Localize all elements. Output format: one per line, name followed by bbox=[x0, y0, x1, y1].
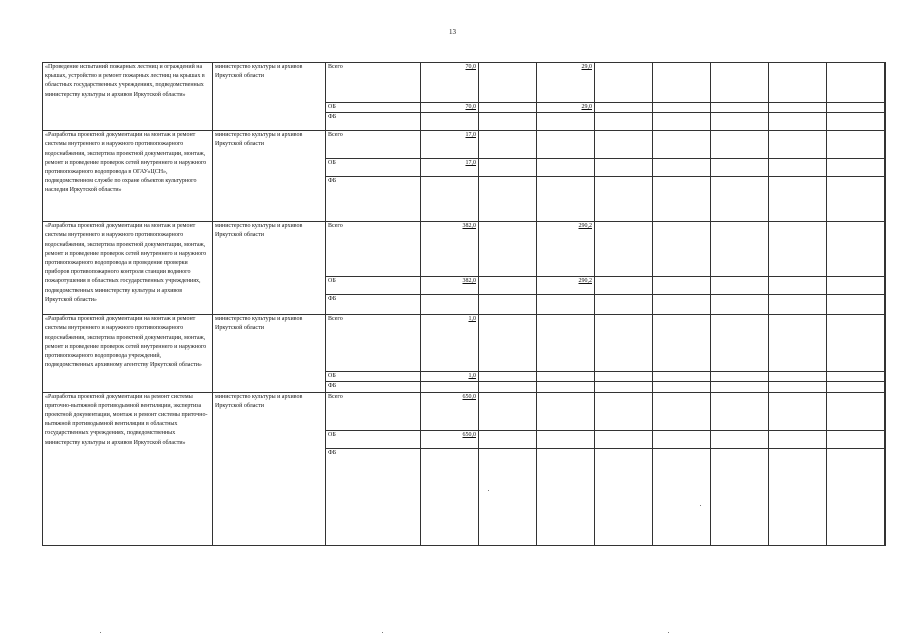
amount-cell bbox=[827, 295, 885, 315]
amount-cell bbox=[537, 131, 595, 159]
executor-cell: министерство культуры и архивов Иркутской области bbox=[213, 392, 326, 545]
table-row bbox=[43, 63, 886, 103]
amount-cell bbox=[537, 448, 595, 545]
amount-cell: 1,0 bbox=[421, 372, 479, 382]
amount-cell bbox=[595, 382, 653, 392]
amount-cell bbox=[479, 448, 537, 545]
amount-cell bbox=[537, 430, 595, 448]
amount-cell bbox=[769, 63, 827, 103]
amount-cell: 29,0 bbox=[537, 103, 595, 113]
amount-cell bbox=[421, 295, 479, 315]
amount-cell bbox=[595, 222, 653, 277]
amount-cell bbox=[595, 177, 653, 222]
amount-cell: 382,0 bbox=[421, 222, 479, 277]
amount-cell bbox=[711, 295, 769, 315]
table-row bbox=[43, 315, 886, 372]
amount-cell bbox=[479, 295, 537, 315]
amount-cell bbox=[885, 222, 886, 277]
amount-cell bbox=[827, 315, 885, 372]
amount-cell bbox=[711, 222, 769, 277]
amount-cell bbox=[769, 103, 827, 113]
amount-cell bbox=[653, 277, 711, 295]
executor-cell: министерство культуры и архивов Иркутской области bbox=[213, 63, 326, 131]
funding-source-cell: ФБ bbox=[326, 382, 421, 392]
amount-cell bbox=[711, 382, 769, 392]
amount-cell bbox=[885, 103, 886, 113]
activity-name-cell: «Разработка проектной документации на монтаж и ремонт системы внутреннего и наружного противопожарного водоснабжения, экспертиза проектной документации, монтаж, ремонт и проведение проверок сетей внутреннего и наружного противопожарного водопровода в ОГАУ«ЦСН», подведомственном службе по охране объектов культурного наследия Иркутской области» bbox=[43, 131, 213, 222]
amount-cell bbox=[769, 372, 827, 382]
amount-cell bbox=[827, 277, 885, 295]
amount-cell bbox=[769, 131, 827, 159]
scan-artifact bbox=[100, 632, 101, 633]
amount-cell bbox=[827, 392, 885, 430]
table-row bbox=[43, 131, 886, 159]
amount-cell bbox=[537, 382, 595, 392]
executor-cell: министерство культуры и архивов Иркутской области bbox=[213, 222, 326, 315]
amount-cell bbox=[885, 63, 886, 103]
amount-cell: 70,0 bbox=[421, 103, 479, 113]
funding-source-cell: ОБ bbox=[326, 159, 421, 177]
funding-source-cell: Всего bbox=[326, 131, 421, 159]
amount-cell bbox=[653, 315, 711, 372]
amount-cell bbox=[769, 113, 827, 131]
executor-cell: министерство культуры и архивов Иркутской области bbox=[213, 315, 326, 392]
amount-cell bbox=[653, 159, 711, 177]
amount-cell bbox=[769, 277, 827, 295]
amount-cell bbox=[595, 131, 653, 159]
amount-cell bbox=[827, 103, 885, 113]
amount-cell: 1,0 bbox=[421, 315, 479, 372]
amount-cell bbox=[885, 113, 886, 131]
amount-cell bbox=[885, 131, 886, 159]
amount-cell bbox=[595, 103, 653, 113]
amount-cell bbox=[479, 103, 537, 113]
amount-cell bbox=[885, 392, 886, 430]
amount-cell: 650,0 bbox=[421, 430, 479, 448]
amount-cell bbox=[479, 131, 537, 159]
amount-cell bbox=[769, 177, 827, 222]
amount-cell bbox=[711, 177, 769, 222]
amount-cell bbox=[711, 63, 769, 103]
amount-cell bbox=[595, 295, 653, 315]
amount-cell bbox=[827, 159, 885, 177]
amount-cell bbox=[595, 392, 653, 430]
amount-cell bbox=[653, 63, 711, 103]
amount-cell bbox=[537, 113, 595, 131]
amount-cell bbox=[653, 382, 711, 392]
amount-cell bbox=[537, 372, 595, 382]
funding-source-cell: ФБ bbox=[326, 113, 421, 131]
amount-cell bbox=[479, 113, 537, 131]
amount-cell bbox=[827, 430, 885, 448]
scan-artifact bbox=[668, 632, 669, 633]
amount-cell: 382,0 bbox=[421, 277, 479, 295]
amount-cell: 17,0 bbox=[421, 159, 479, 177]
amount-cell bbox=[653, 430, 711, 448]
amount-cell bbox=[827, 113, 885, 131]
amount-cell bbox=[537, 159, 595, 177]
amount-cell bbox=[479, 277, 537, 295]
activity-name-cell: «Разработка проектной документации на монтаж и ремонт системы внутреннего и наружного противопожарного водоснабжения, экспертиза проектной документации, монтаж, ремонт и проведение проверок сетей внутреннего и наружного противопожарного водопровода учреждений, подведомственных архивному агентству Иркутской области» bbox=[43, 315, 213, 392]
amount-cell bbox=[653, 222, 711, 277]
amount-cell bbox=[885, 295, 886, 315]
amount-cell bbox=[479, 430, 537, 448]
amount-cell bbox=[653, 372, 711, 382]
amount-cell bbox=[595, 430, 653, 448]
amount-cell bbox=[479, 177, 537, 222]
amount-cell bbox=[595, 113, 653, 131]
amount-cell bbox=[769, 392, 827, 430]
amount-cell bbox=[711, 392, 769, 430]
scan-artifact bbox=[700, 505, 701, 506]
funding-source-cell: Всего bbox=[326, 222, 421, 277]
amount-cell bbox=[711, 159, 769, 177]
amount-cell bbox=[769, 315, 827, 372]
amount-cell bbox=[885, 159, 886, 177]
amount-cell: 17,0 bbox=[421, 131, 479, 159]
funding-source-cell: Всего bbox=[326, 315, 421, 372]
funding-source-cell: Всего bbox=[326, 63, 421, 103]
funding-source-cell: ОБ bbox=[326, 372, 421, 382]
amount-cell bbox=[711, 315, 769, 372]
amount-cell bbox=[711, 131, 769, 159]
amount-cell bbox=[595, 315, 653, 372]
funding-source-cell: ОБ bbox=[326, 103, 421, 113]
amount-cell bbox=[885, 277, 886, 295]
amount-cell bbox=[479, 159, 537, 177]
activity-name-cell: «Разработка проектной документации на монтаж и ремонт системы внутреннего и наружного противопожарного водоснабжения, экспертиза проектной документации, монтаж, ремонт и проведение проверок сетей внутреннего и наружного противопожарного водопровода и проведение проверки приборов противопожарного контроля станции водяного пожаротушения в областных государственных учреждениях, подведомственных министерству культуры и архивов Иркутской области» bbox=[43, 222, 213, 315]
amount-cell bbox=[769, 222, 827, 277]
amount-cell bbox=[479, 372, 537, 382]
amount-cell bbox=[421, 448, 479, 545]
activity-name-cell: «Проведение испытаний пожарных лестниц и ограждений на крышах, устройство и ремонт пожарных лестниц на крышах в областных государственных учреждениях, подведомственных министерству культуры и архивов Иркутской области» bbox=[43, 63, 213, 131]
amount-cell bbox=[711, 430, 769, 448]
amount-cell bbox=[595, 159, 653, 177]
activity-name-cell: «Разработка проектной документации на ремонт системы приточно-вытяжной противодымной вентиляции, экспертиза проектной документации, монтаж и ремонт системы приточно-вытяжной противодымной вентиляции в областных государственных учреждениях, подведомственных министерству культуры и архивов Иркутской области» bbox=[43, 392, 213, 545]
amount-cell bbox=[769, 430, 827, 448]
amount-cell bbox=[537, 315, 595, 372]
amount-cell bbox=[537, 295, 595, 315]
amount-cell bbox=[595, 448, 653, 545]
amount-cell bbox=[885, 315, 886, 372]
amount-cell bbox=[769, 382, 827, 392]
scan-artifact bbox=[488, 490, 489, 491]
amount-cell bbox=[595, 372, 653, 382]
amount-cell bbox=[769, 159, 827, 177]
funding-source-cell: Всего bbox=[326, 392, 421, 430]
amount-cell bbox=[537, 177, 595, 222]
amount-cell bbox=[769, 448, 827, 545]
amount-cell bbox=[421, 382, 479, 392]
table-row bbox=[43, 392, 886, 430]
amount-cell bbox=[479, 315, 537, 372]
amount-cell bbox=[711, 277, 769, 295]
amount-cell bbox=[885, 448, 886, 545]
amount-cell bbox=[885, 382, 886, 392]
amount-cell bbox=[885, 372, 886, 382]
amount-cell: 290,2 bbox=[537, 222, 595, 277]
amount-cell bbox=[769, 295, 827, 315]
amount-cell bbox=[711, 103, 769, 113]
amount-cell: 29,0 bbox=[537, 63, 595, 103]
amount-cell bbox=[827, 382, 885, 392]
amount-cell bbox=[711, 113, 769, 131]
amount-cell bbox=[827, 63, 885, 103]
amount-cell bbox=[421, 113, 479, 131]
amount-cell bbox=[479, 222, 537, 277]
amount-cell bbox=[653, 295, 711, 315]
amount-cell bbox=[711, 448, 769, 545]
amount-cell: 70,0 bbox=[421, 63, 479, 103]
amount-cell bbox=[827, 448, 885, 545]
funding-source-cell: ФБ bbox=[326, 448, 421, 545]
amount-cell bbox=[827, 372, 885, 382]
amount-cell bbox=[479, 63, 537, 103]
amount-cell bbox=[537, 392, 595, 430]
amount-cell bbox=[885, 430, 886, 448]
funding-source-cell: ФБ bbox=[326, 177, 421, 222]
amount-cell bbox=[653, 103, 711, 113]
amount-cell bbox=[885, 177, 886, 222]
amount-cell bbox=[827, 177, 885, 222]
amount-cell bbox=[653, 113, 711, 131]
page-number: 13 bbox=[449, 28, 456, 36]
scan-artifact bbox=[382, 632, 383, 633]
budget-table bbox=[42, 62, 886, 546]
amount-cell bbox=[479, 382, 537, 392]
amount-cell bbox=[711, 372, 769, 382]
amount-cell: 650,0 bbox=[421, 392, 479, 430]
table-row bbox=[43, 222, 886, 277]
amount-cell bbox=[653, 131, 711, 159]
amount-cell: 290,2 bbox=[537, 277, 595, 295]
amount-cell bbox=[595, 63, 653, 103]
amount-cell bbox=[653, 448, 711, 545]
funding-source-cell: ФБ bbox=[326, 295, 421, 315]
funding-source-cell: ОБ bbox=[326, 277, 421, 295]
amount-cell bbox=[479, 392, 537, 430]
amount-cell bbox=[595, 277, 653, 295]
amount-cell bbox=[653, 392, 711, 430]
executor-cell: министерство культуры и архивов Иркутской области bbox=[213, 131, 326, 222]
amount-cell bbox=[827, 131, 885, 159]
amount-cell bbox=[421, 177, 479, 222]
funding-source-cell: ОБ bbox=[326, 430, 421, 448]
amount-cell bbox=[653, 177, 711, 222]
amount-cell bbox=[827, 222, 885, 277]
